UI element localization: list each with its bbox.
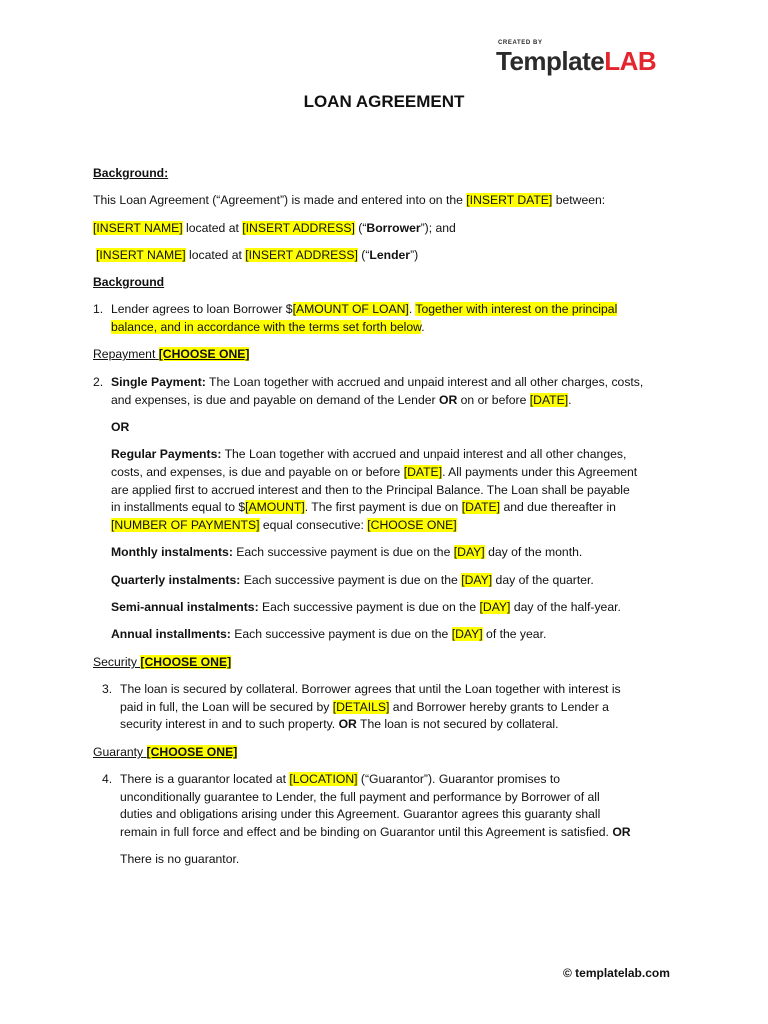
installment-text-end: day of the half-year. — [510, 600, 621, 614]
item-4-line-3: duties and obligations arising under this Agreement. Guarantor agrees this guaranty shall — [120, 807, 601, 821]
placeholder-day: [DAY] — [479, 600, 511, 614]
placeholder-location: [LOCATION] — [289, 772, 358, 786]
item4-text-1: There is a guarantor located at — [120, 772, 290, 786]
installment-text: Each successive payment is due on the — [258, 600, 480, 614]
item1-highlight-2: balance, and in accordance with the terms set forth below — [111, 320, 422, 334]
placeholder-installment-amount: [AMOUNT] — [245, 500, 305, 514]
installment-text-end: day of the quarter. — [492, 573, 594, 587]
regular-line-1 — [111, 447, 626, 462]
placeholder-borrower-name: [INSERT NAME] — [93, 221, 183, 235]
installment-annual — [111, 627, 546, 642]
item3-or: OR — [338, 717, 357, 731]
installment-quarterly — [111, 573, 594, 588]
regular-payments-label: Regular Payments: — [111, 447, 222, 461]
repayment-label: Repayment — [93, 347, 156, 361]
placeholder-amount-of-loan: [AMOUNT OF LOAN] — [292, 302, 409, 316]
item4-text-3: remain in full force and effect and be binding on Guarantor until this Agreement is satisfied. — [120, 825, 613, 839]
item-1-line-2 — [111, 320, 425, 335]
installment-text: Each successive payment is due on the — [230, 627, 452, 641]
installment-label: Quarterly instalments: — [111, 573, 241, 587]
item-3-line-3 — [120, 717, 559, 732]
regular-text-3: . All payments under this Agreement — [442, 465, 638, 479]
party1-quote-open: (“ — [354, 221, 367, 235]
regular-text-2: costs, and expenses, is due and payable on or before — [111, 465, 404, 479]
installment-text-end: of the year. — [482, 627, 547, 641]
installment-text-end: day of the month. — [484, 545, 583, 559]
regular-line-5 — [111, 518, 457, 533]
item3-text-2: and Borrower hereby grants to Lender a — [389, 700, 609, 714]
party1-role: Borrower — [366, 221, 421, 235]
logo-created-by: CREATED BY — [498, 40, 543, 46]
item-2-line-2 — [111, 393, 572, 408]
intro-line — [93, 193, 605, 208]
placeholder-lender-name: [INSERT NAME] — [96, 248, 186, 262]
security-label: Security — [93, 655, 138, 669]
party2-text: located at — [185, 248, 246, 262]
party1-text: located at — [182, 221, 243, 235]
heading-security — [93, 655, 231, 670]
placeholder-day: [DAY] — [451, 627, 483, 641]
regular-text-6: and due thereafter in — [500, 500, 616, 514]
item1-text: Lender agrees to loan Borrower $ — [111, 302, 293, 316]
heading-guaranty — [93, 745, 237, 760]
party-borrower-line — [93, 221, 456, 236]
item1-highlight-1: Together with interest on the principal — [415, 302, 618, 316]
regular-text-4: in installments equal to $ — [111, 500, 246, 514]
guaranty-label: Guaranty — [93, 745, 144, 759]
regular-choose-one: [CHOOSE ONE] — [367, 518, 457, 532]
item-4-line-4 — [120, 825, 631, 840]
intro-text-end: between: — [552, 193, 606, 207]
logo-template-text: Template — [496, 46, 605, 76]
item-2-number: 2. — [93, 375, 104, 389]
item2-text-2: and expenses, is due and payable on demand of the Lender — [111, 393, 439, 407]
item3-text-4: The loan is not secured by collateral. — [356, 717, 559, 731]
party2-quote-close: ”) — [410, 248, 419, 262]
regular-line-2 — [111, 465, 637, 480]
intro-text: This Loan Agreement (“Agreement”) is made and entered into on the — [93, 193, 467, 207]
installment-text: Each successive payment is due on the — [232, 545, 454, 559]
item-4-line-2: unconditionally guarantee to Lender, the full payment and performance by Borrower of all — [120, 790, 600, 804]
item-4-line-5: There is no guarantor. — [120, 852, 240, 866]
regular-line-3: are applied first to accrued interest and then to the Principal Balance. The Loan shall be payable — [111, 483, 630, 497]
repayment-choose-one: [CHOOSE ONE] — [158, 347, 250, 361]
placeholder-regular-date: [DATE] — [403, 465, 443, 479]
item4-text-2: (“Guarantor”). Guarantor promises to — [357, 772, 561, 786]
placeholder-day: [DAY] — [461, 573, 493, 587]
regular-text-1: The Loan together with accrued and unpaid interest and all other changes, — [221, 447, 627, 461]
party2-role: Lender — [369, 248, 411, 262]
document-title: LOAN AGREEMENT — [303, 92, 465, 111]
installment-label: Annual installments: — [111, 627, 231, 641]
party-lender-line — [96, 248, 418, 263]
guaranty-choose-one: [CHOOSE ONE] — [146, 745, 238, 759]
installment-label: Semi-annual instalments: — [111, 600, 259, 614]
regular-line-4 — [111, 500, 616, 515]
item-3-line-1: The loan is secured by collateral. Borrower agrees that until the Loan together with interest is — [120, 682, 621, 696]
item1-end: . — [421, 320, 425, 334]
installment-monthly — [111, 545, 582, 560]
regular-text-7: equal consecutive: — [259, 518, 368, 532]
regular-text-5: . The first payment is due on — [304, 500, 462, 514]
placeholder-lender-address: [INSERT ADDRESS] — [245, 248, 358, 262]
item2-or: OR — [438, 393, 458, 407]
placeholder-borrower-address: [INSERT ADDRESS] — [242, 221, 355, 235]
placeholder-first-payment-date: [DATE] — [461, 500, 501, 514]
item2-end: . — [568, 393, 572, 407]
placeholder-day: [DAY] — [453, 545, 485, 559]
party2-quote-open: (“ — [357, 248, 370, 262]
item-4-number: 4. — [102, 772, 113, 786]
single-payment-label: Single Payment: — [111, 375, 206, 389]
item2-text-3: on or before — [457, 393, 530, 407]
item2-text-1: The Loan together with accrued and unpaid interest and all other charges, costs, — [205, 375, 644, 389]
logo-lab-text: LAB — [604, 46, 657, 76]
footer-copyright: © templatelab.com — [563, 966, 670, 980]
logo-wordmark — [496, 46, 656, 76]
item-1-line-1 — [111, 302, 617, 317]
placeholder-insert-date: [INSERT DATE] — [466, 193, 553, 207]
templatelab-logo — [496, 40, 676, 82]
item-3-number: 3. — [102, 682, 113, 696]
item4-or: OR — [612, 825, 631, 839]
item-2-line-1 — [111, 375, 643, 390]
item-1-number: 1. — [93, 302, 104, 316]
placeholder-single-payment-date: [DATE] — [529, 393, 569, 407]
item-3-line-2 — [120, 700, 609, 715]
item3-text-1: paid in full, the Loan will be secured by — [120, 700, 333, 714]
item3-text-3: security interest in and to such property. — [120, 717, 339, 731]
installment-label: Monthly instalments: — [111, 545, 233, 559]
security-choose-one: [CHOOSE ONE] — [140, 655, 232, 669]
or-separator: OR — [111, 420, 130, 434]
heading-repayment — [93, 347, 249, 362]
installment-text: Each successive payment is due on the — [240, 573, 462, 587]
party1-quote-close: ”); and — [420, 221, 456, 235]
placeholder-number-of-payments: [NUMBER OF PAYMENTS] — [111, 518, 260, 532]
heading-background-2: Background — [93, 275, 165, 289]
installment-semi-annual — [111, 600, 621, 615]
heading-background: Background: — [93, 166, 169, 180]
item-4-line-1 — [120, 772, 560, 787]
item1-sep: . — [408, 302, 416, 316]
placeholder-details: [DETAILS] — [332, 700, 390, 714]
